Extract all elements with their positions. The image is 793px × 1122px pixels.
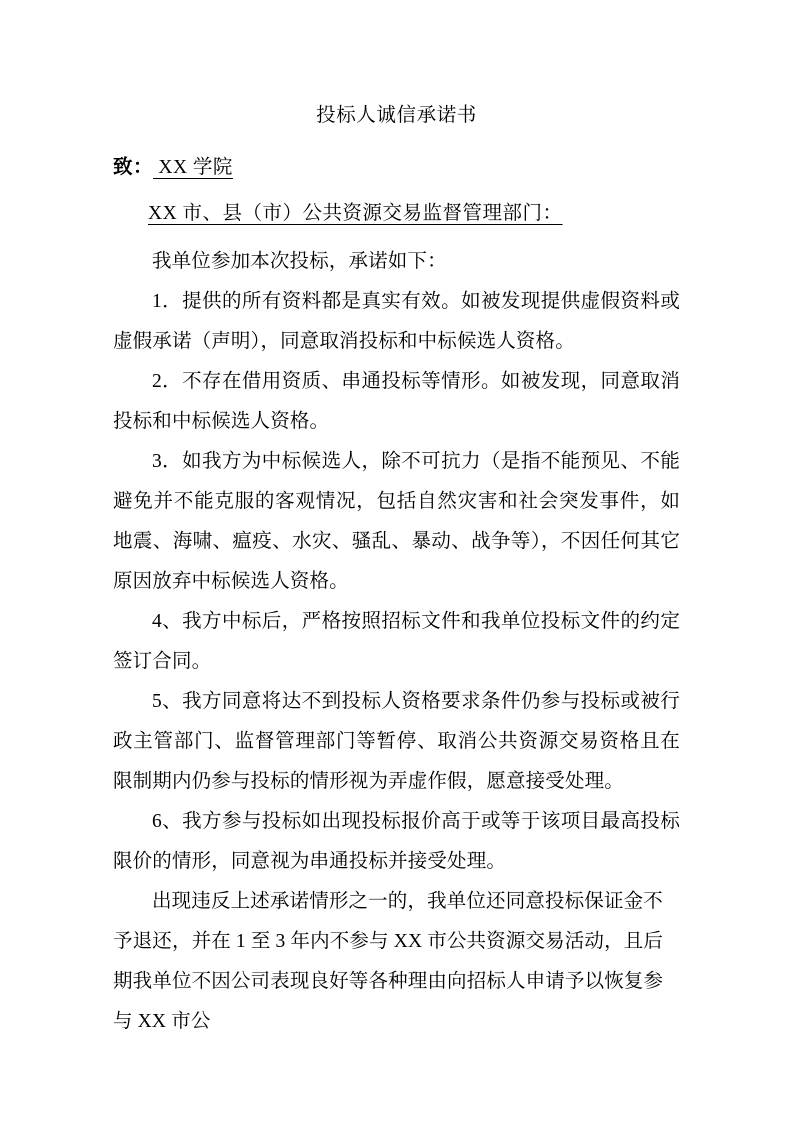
clause-paragraph-5: 5、我方同意将达不到投标人资格要求条件仍参与投标或被行政主管部门、监督管理部门等暂停、取消公共资源交易资格且在限制期内仍参与投标的情形视为弄虚作假，愿意接受处理。	[113, 691, 680, 792]
closing-paragraph: 出现违反上述承诺情形之一的，我单位还同意投标保证金不予退还，并在 1 至 3 年内不参与 XX 市公共资源交易活动，且后期我单位不因公司表现良好等各种理由向招标人申请予以恢复参与 XX 市公	[113, 891, 664, 1032]
addressee-authority-blank-field[interactable]: XX 市、县（市）公共资源交易监督管理部门：	[148, 203, 563, 224]
clause-paragraph-2: 2．不存在借用资质、串通投标等情形。如被发现，同意取消投标和中标候选人资格。	[113, 371, 680, 432]
addressee-blank-field[interactable]: XX 学院	[153, 157, 233, 178]
addressee-authority-line	[113, 194, 680, 234]
document-body	[113, 96, 680, 1042]
clause-paragraph-6: 6、我方参与投标如出现投标报价高于或等于该项目最高投标限价的情形，同意视为串通投标并接受处理。	[113, 811, 680, 872]
addressee-line	[113, 148, 680, 188]
clause-paragraph-4: 4、我方中标后，严格按照招标文件和我单位投标文件的约定签订合同。	[113, 611, 680, 672]
clause-paragraph-3: 3．如我方为中标候选人，除不可抗力（是指不能预见、不能避免并不能克服的客观情况，包括自然灾害和社会突发事件，如地震、海啸、瘟疫、水灾、骚乱、暴动、战争等），不因任何其它原因放弃中标候选人资格。	[113, 451, 680, 592]
page-title: 投标人诚信承诺书	[316, 105, 477, 126]
addressee-label: 致：	[113, 157, 154, 178]
intro-paragraph: 我单位参加本次投标，承诺如下：	[152, 251, 447, 272]
clause-paragraph-1: 1．提供的所有资料都是真实有效。如被发现提供虚假资料或虚假承诺（声明），同意取消投标和中标候选人资格。	[113, 291, 680, 352]
